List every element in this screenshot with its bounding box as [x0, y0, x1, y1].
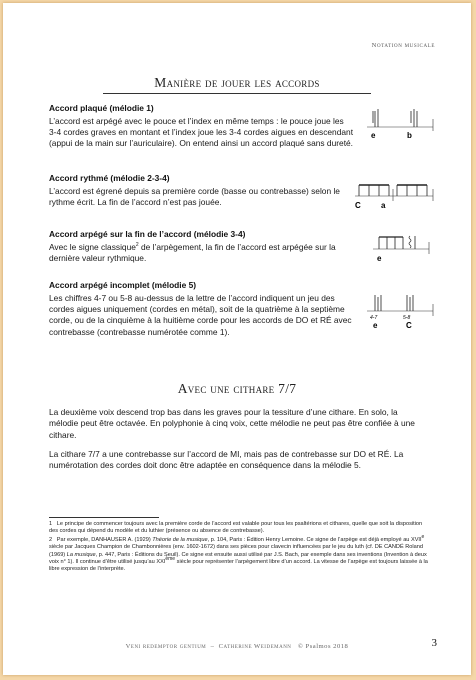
footnote-text: , p. 104, Paris : Édition Henry Lemoine. Ce signe de l’arpège est déjà employé au XVII	[207, 536, 422, 543]
footnote-number: 1	[49, 521, 53, 527]
page-number: 3	[431, 637, 437, 649]
arpeggio-wave-icon	[409, 236, 411, 248]
footnote-text: siècle par Jacques Champion de Chambonnières (env. 1602-1672) dans ses pièces pour clavecin influencées par le jeu du luth (cf. DE CANDÉ Roland (1969)	[49, 544, 423, 558]
notation-accord-plaque	[367, 107, 435, 141]
footnote-text: , p. 447, Paris : Éditions du Seuil). Ce signe est ensuite aussi utilisé par J.S. Bach, par exemple dans ses inventions (Invention à deux voix n° 1). Il continue d’être utilisé jusqu’au XXI	[49, 551, 427, 566]
section-title-accords: Manière de jouer les accords	[154, 75, 320, 90]
notation-accord-rythme	[355, 179, 435, 211]
running-head: Notation musicale	[371, 42, 435, 49]
block-accord-plaque	[49, 103, 353, 150]
footnote-sup: ème	[165, 556, 176, 563]
footnote-rule	[49, 517, 159, 518]
heading-accord-plaque: Accord plaqué (mélodie 1)	[49, 103, 154, 113]
text-accord-rythme: L’accord est égrené depuis sa première corde (basse ou contrebasse) selon le rythme écrit. La fin de l’accord n’est pas jouée.	[49, 186, 340, 208]
footer-work-title: Veni redemptor gentium	[125, 643, 207, 650]
chord-label: a	[381, 201, 386, 210]
heading-accord-arpege-incomplet: Accord arpégé incomplet (mélodie 5)	[49, 280, 197, 290]
section-title-cithare: Avec une cithare 7/7	[177, 381, 297, 396]
cithare-paragraph-1	[49, 407, 429, 441]
footer-copyright: © Psalmos 2018	[297, 643, 349, 650]
string-range-label: 5-8	[403, 315, 411, 321]
chord-label: C	[355, 201, 361, 210]
chord-label: e	[371, 131, 376, 140]
chord-label: C	[406, 321, 412, 330]
text-accord-arpege-incomplet: Les chiffres 4-7 ou 5-8 au-dessus de la lettre de l’accord indiquent un jeu des cordes aigues uniquement (cordes en métal), soit de la quatrième à la septième corde, ou de la cinquième à la huitième corde pour les accords de DO et RÉ avec contrebasse (contrebasse numérotée comme 1).	[49, 293, 352, 337]
footnote-number: 2	[49, 536, 53, 543]
page	[3, 3, 471, 675]
footnote-text: siècle pour représenter l’arpègement libre d’un accord. La vitesse de l’arpège est toujours laissée à la libre expression de l’interprète.	[49, 559, 428, 573]
footnote-text: Le principe de commencer toujours avec la première corde de l’accord est valable pour tous les psaltérions et cithares, quelle que soit la disposition des cordes qui dépend du modèle et du luthier (présence ou absence de contrebasse).	[49, 521, 423, 535]
footnote-1	[49, 521, 429, 536]
text-accord-arpege-fin	[49, 242, 353, 264]
block-accord-arpege-fin	[49, 229, 353, 264]
footnote-text: Par exemple, DANHAUSER A. (1929)	[56, 536, 153, 543]
footer-separator: –	[210, 643, 215, 650]
footer-author: Catherine Weidemann	[218, 643, 292, 650]
footnote-ref[interactable]: 2	[135, 242, 139, 249]
footnote-title: Théorie de la musique	[152, 536, 208, 543]
block-accord-rythme	[49, 173, 353, 208]
heading-accord-rythme: Accord rythmé (mélodie 2-3-4)	[49, 173, 170, 183]
text-part: de l’arpègement, la fin de l’accord est arpégée sur la dernière valeur rythmique.	[49, 242, 336, 264]
chord-label: e	[377, 254, 382, 263]
footnotes	[49, 521, 429, 575]
string-range-label: 4-7	[370, 315, 378, 321]
paragraph-text: La deuxième voix descend trop bas dans les graves pour la tessiture d’une cithare. En solo, la mélodie peut être octavée. En polyphonie à cinq voix, cette mélodie ne peut pas être confiée à une cithare.	[49, 407, 415, 440]
footnote-2	[49, 533, 429, 574]
page-footer	[3, 643, 471, 650]
paragraph-text: La cithare 7/7 a une contrebasse sur l’accord de MI, mais pas de contrebasse sur DO et RÉ. La numérotation des cordes doit donc être adaptée en conséquence dans la mélodie 5.	[49, 449, 404, 471]
section-rule	[103, 93, 371, 94]
text-accord-plaque: L’accord est arpégé avec le pouce et l’index en même temps : le pouce joue les 3-4 cordes graves en montant et l’index joue les 3-4 cordes aigues en descendant (appui de la main sur l’auriculaire). On entend ainsi un accord plaqué sans dureté.	[49, 116, 354, 149]
chord-label: b	[407, 131, 412, 140]
footnote-sup: e	[421, 533, 425, 540]
block-accord-arpege-incomplet	[49, 280, 353, 338]
text-part: Avec le signe classique	[49, 242, 136, 252]
notation-accord-arpege-incomplet	[367, 293, 437, 331]
footnote-title: La musique	[66, 551, 96, 558]
notation-accord-arpege-fin	[373, 233, 433, 265]
chord-label: e	[373, 321, 378, 330]
heading-accord-arpege-fin: Accord arpégé sur la fin de l’accord (mélodie 3-4)	[49, 229, 246, 239]
cithare-paragraph-2	[49, 449, 429, 472]
